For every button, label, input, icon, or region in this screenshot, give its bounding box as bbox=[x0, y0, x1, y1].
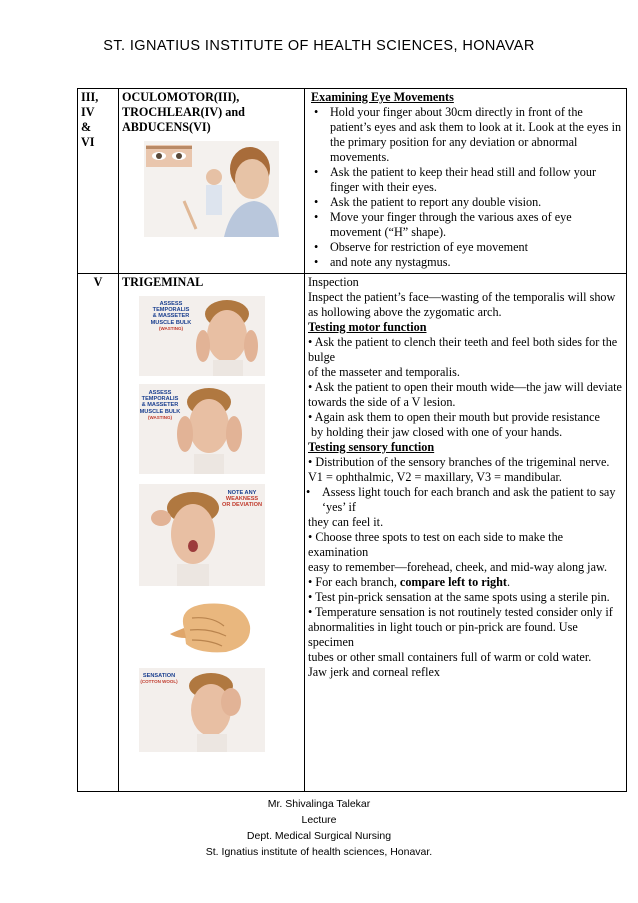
image-label bbox=[138, 390, 182, 421]
table-row bbox=[78, 89, 627, 274]
label-line: TEMPORALIS bbox=[141, 396, 179, 403]
label-line: MUSCLE BULK bbox=[150, 319, 192, 326]
footer-institute: St. Ignatius institute of health sciences, Honavar. bbox=[205, 846, 433, 858]
label-line: (COTTON WOOL) bbox=[140, 679, 178, 685]
list-item: • Ask the patient to keep their head still and follow your finger with their eyes. bbox=[320, 165, 623, 195]
nerve-name-cell bbox=[119, 89, 305, 274]
label-line: OR DEVIATION bbox=[222, 502, 262, 509]
image-label bbox=[139, 673, 179, 685]
cranial-nerve-table bbox=[77, 88, 627, 792]
compare-prefix: • For each branch, bbox=[308, 575, 400, 589]
eye-movement-list bbox=[308, 105, 623, 270]
motor-line: • Ask the patient to open their mouth wide—the jaw will deviate bbox=[308, 380, 622, 394]
sensory-line: abnormalities in light touch or pin-prick are found. Use specimen bbox=[308, 620, 578, 649]
list-item: • Move your finger through the various axes of eye movement (“H” shape). bbox=[320, 210, 623, 240]
trigeminal-image-1 bbox=[139, 296, 265, 376]
sensory-line: V1 = ophthalmic, V2 = maxillary, V3 = mandibular. bbox=[308, 470, 562, 484]
page-header: ST. IGNATIUS INSTITUTE OF HEALTH SCIENCES, HONAVAR bbox=[103, 38, 535, 54]
label-line: TEMPORALIS bbox=[152, 307, 190, 314]
footer-department: Dept. Medical Surgical Nursing bbox=[246, 830, 392, 842]
label-line: ASSESS bbox=[159, 301, 183, 307]
trigeminal-distribution-image bbox=[164, 598, 254, 656]
table-row bbox=[78, 274, 627, 792]
eye-movement-illustration bbox=[144, 141, 279, 237]
eye-movement-heading: Examining Eye Movements bbox=[311, 90, 454, 104]
nerve-name-cell bbox=[119, 274, 305, 792]
numeral-line: VI bbox=[81, 135, 95, 149]
sensory-line: • Temperature sensation is not routinely tested consider only if bbox=[308, 605, 613, 619]
numeral-line: & bbox=[81, 120, 92, 134]
list-item: • Assess light touch for each branch and ask the patient to say ‘yes’ if bbox=[312, 485, 623, 515]
nerve-number-cell: V bbox=[78, 274, 119, 792]
eye-movement-instructions-cell bbox=[305, 89, 627, 274]
motor-line: • Again ask them to open their mouth but provide resistance bbox=[308, 410, 600, 424]
trigeminal-image-2 bbox=[139, 384, 265, 474]
motor-line: of the masseter and temporalis. bbox=[308, 365, 460, 379]
inspection-text: Inspect the patient’s face—wasting of the temporalis will show as hollowing above the zygomatic arch. bbox=[308, 290, 616, 319]
inspection-title: Inspection bbox=[308, 275, 359, 289]
list-item: • Ask the patient to report any double vision. bbox=[320, 195, 623, 210]
label-line: & MASSETER bbox=[141, 402, 179, 409]
list-item: • Observe for restriction of eye movement bbox=[320, 240, 623, 255]
label-line: SENSATION bbox=[142, 673, 176, 679]
list-item: • and note any nystagmus. bbox=[320, 255, 623, 270]
nerve-name-line: TRIGEMINAL bbox=[122, 275, 204, 289]
label-line: (WASTING) bbox=[159, 325, 183, 331]
nerve-name-line: TROCHLEAR(IV) and bbox=[122, 105, 245, 119]
sensory-line: easy to remember—forehead, cheek, and mid-way along jaw. bbox=[308, 560, 608, 574]
eye-exam-image bbox=[144, 141, 279, 237]
motor-line: • Ask the patient to clench their teeth and feel both sides for the bulge bbox=[308, 335, 618, 364]
compare-suffix: . bbox=[506, 575, 511, 589]
nerve-name-line: ABDUCENS(VI) bbox=[122, 120, 211, 134]
motor-heading: Testing motor function bbox=[308, 320, 427, 334]
image-label bbox=[221, 490, 263, 509]
list-item: • Hold your finger about 30cm directly in front of the patient’s eyes and ask them to look at it. Look at the eyes in the primary position for any deviation or abnormal movements. bbox=[320, 105, 623, 165]
numeral-line: III, bbox=[81, 90, 99, 104]
sensory-heading: Testing sensory function bbox=[308, 440, 435, 454]
sensory-line: • Distribution of the sensory branches of the trigeminal nerve. bbox=[308, 455, 610, 469]
compare-emphasis: compare left to right bbox=[399, 575, 507, 589]
sensory-line: • Test pin-prick sensation at the same spots using a sterile pin. bbox=[308, 590, 610, 604]
label-line: & MASSETER bbox=[152, 313, 190, 320]
footer-author: Mr. Shivalinga Talekar bbox=[267, 798, 371, 810]
nerve-number-cell bbox=[78, 89, 119, 274]
trigeminal-image-4 bbox=[139, 668, 265, 752]
label-line: (WASTING) bbox=[148, 414, 172, 420]
footer-role: Lecture bbox=[301, 814, 337, 826]
sensory-bullet-list bbox=[308, 485, 623, 515]
motor-line: towards the side of a V lesion. bbox=[308, 395, 456, 409]
image-label bbox=[141, 301, 201, 332]
label-line: MUSCLE BULK bbox=[139, 408, 181, 415]
sensory-line: • Choose three spots to test on each side to make the examination bbox=[308, 530, 564, 559]
label-line: NOTE ANY bbox=[227, 490, 257, 496]
trigeminal-image-3 bbox=[139, 484, 265, 586]
sensory-line: they can feel it. bbox=[308, 515, 384, 529]
trigeminal-distribution-icon bbox=[164, 598, 254, 656]
motor-line: by holding their jaw closed with one of your hands. bbox=[308, 425, 563, 439]
compare-line bbox=[308, 575, 623, 590]
trigeminal-instructions-cell bbox=[305, 274, 627, 792]
page-footer bbox=[0, 796, 638, 860]
sensory-line: tubes or other small containers full of warm or cold water. bbox=[308, 650, 592, 664]
label-line: WEAKNESS bbox=[225, 496, 259, 503]
numeral-line: IV bbox=[81, 105, 95, 119]
label-line: ASSESS bbox=[148, 390, 172, 396]
sensory-line: Jaw jerk and corneal reflex bbox=[308, 665, 440, 679]
nerve-name-line: OCULOMOTOR(III), bbox=[122, 90, 240, 104]
